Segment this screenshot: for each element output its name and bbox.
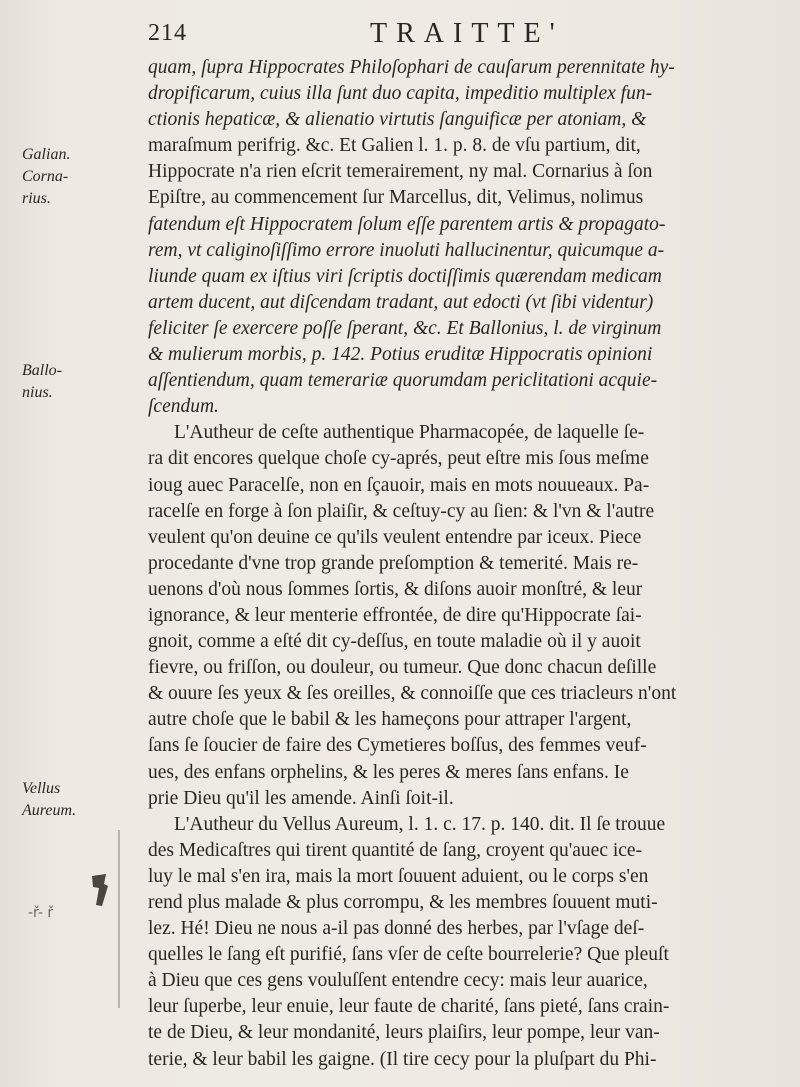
- text-line: terie, & leur babil les gaigne. (Il tire cecy pour la pluſpart du Phi-: [148, 1048, 657, 1070]
- text-line: luy le mal s'en ira, mais la mort ſouuent aduient, ou le corps s'en: [148, 865, 649, 887]
- text-line: te de Dieu, & leur mondanité, leurs plaiſirs, leur pompe, leur van-: [148, 1022, 660, 1044]
- text-line: ues, des enfans orphelins, & les peres & meres ſans enfans. Ie: [148, 761, 629, 783]
- text-line: L'Autheur de ceſte authentique Pharmacopée, de laquelle ſe-: [174, 422, 645, 444]
- margin-rule: [118, 830, 120, 1008]
- text-line: maraſmum perifrig. &c. Et Galien l. 1. p. 8. de vſu partium, dit,: [148, 135, 641, 157]
- text-line: liunde quam ex iſtius viri ſcriptis doctiſſimis quærendam medicam: [148, 265, 662, 287]
- printer-mark-icon: [84, 872, 114, 908]
- stray-ink-mark: -ř- ř: [28, 905, 54, 921]
- text-line: autre choſe que le babil & les hameçons pour attraper l'argent,: [148, 709, 632, 731]
- text-line: fatendum eſt Hippocratem ſolum eſſe parentem artis & propagato-: [148, 213, 666, 235]
- text-line: Epiſtre, au commencement ſur Marcellus, dit, Velimus, nolimus: [148, 187, 644, 209]
- text-line: Hippocrate n'a rien eſcrit temerairement, ny mal. Cornarius à ſon: [148, 161, 653, 183]
- text-line: & mulierum morbis, p. 142. Potius eruditæ Hippocratis opinioni: [148, 344, 653, 366]
- text-line: ctionis hepaticæ, & alienatio virtutis ſanguificæ per atoniam, &: [148, 109, 647, 131]
- text-line: uenons d'où nous ſommes ſortis, & diſons auoir monſtré, & leur: [148, 578, 643, 600]
- text-line: rend plus malade & plus corrompu, & les membres ſouuent muti-: [148, 892, 658, 913]
- text-line: ioug auec Paracelſe, non en ſçauoir, mais en mots nouueaux. Pa-: [148, 474, 650, 496]
- running-title: TRAITTE': [370, 18, 564, 49]
- margin-note-ballo: Ballo-: [22, 362, 62, 379]
- text-line: quam, ſupra Hippocrates Philoſophari de cauſarum perennitate hy-: [148, 57, 675, 78]
- text-line: ſans ſe ſoucier de faire des Cymetieres boſſus, des femmes veuf-: [148, 735, 647, 757]
- margin-note-vellus: Vellus: [22, 780, 61, 797]
- page-number: 214: [148, 20, 187, 46]
- text-line: aſſentiendum, quam temerariæ quorumdam periclitationi acquie-: [148, 370, 658, 392]
- text-line: leur ſuperbe, leur enuie, leur faute de charité, ſans pieté, ſans crain-: [148, 996, 670, 1018]
- margin-note-aureum: Aureum.: [22, 802, 77, 819]
- text-line: veulent qu'on deuine ce qu'ils veulent entendre par iceux. Piece: [148, 526, 642, 548]
- margin-note-corna: Corna-: [22, 168, 69, 185]
- main-text: [148, 55, 760, 1073]
- text-line: lez. Hé! Dieu ne nous a-il pas donné des herbes, par l'vſage deſ-: [148, 918, 645, 940]
- text-line: dropificarum, cuius illa ſunt duo capita, impeditio multiplex fun-: [148, 83, 653, 105]
- text-line: prie Dieu qu'il les amende. Ainſi ſoit-il.: [148, 787, 454, 809]
- margin-note-rius: rius.: [22, 190, 51, 207]
- margin-note-nius: nius.: [22, 384, 53, 401]
- text-line: ignorance, & leur menterie effrontée, de dire qu'Hippocrate ſai-: [148, 604, 642, 626]
- margin-note-galian: Galian.: [22, 146, 71, 163]
- text-line: feliciter ſe exercere poſſe ſperant, &c. Et Ballonius, l. de virginum: [148, 317, 662, 339]
- text-line: & ouure ſes yeux & ſes oreilles, & connoiſſe que ces triacleurs n'ont: [148, 683, 677, 705]
- text-line: procedante d'vne trop grande preſomption & temerité. Mais re-: [148, 552, 639, 574]
- text-line: gnoit, comme a eſté dit cy-deſſus, en toute maladie où il y auoit: [148, 631, 641, 653]
- text-line: racelſe en forge à ſon plaiſir, & ceſtuy-cy au ſien: & l'vn & l'autre: [148, 500, 655, 522]
- text-line: ra dit encores quelque choſe cy-aprés, peut eſtre mis ſous meſme: [148, 448, 649, 470]
- text-line: rem, vt caliginoſiſſimo errore inuoluti hallucinentur, quicumque a-: [148, 239, 665, 261]
- text-line: artem ducent, aut diſcendam tradant, aut edocti (vt ſibi videntur): [148, 291, 654, 313]
- text-line: fievre, ou friſſon, ou douleur, ou tumeur. Que donc chacun deſille: [148, 657, 657, 679]
- text-line: L'Autheur du Vellus Aureum, l. 1. c. 17. p. 140. dit. Il ſe trouue: [174, 813, 666, 835]
- page-header: [148, 18, 708, 52]
- text-line: quelles le ſang eſt purifié, ſans vſer de ceſte bourrelerie? Que pleuſt: [148, 944, 669, 966]
- text-line: ſcendum.: [148, 396, 219, 418]
- text-line: des Medicaſtres qui tirent quantité de ſang, croyent qu'auec ice-: [148, 839, 643, 861]
- text-line: à Dieu que ces gens vouluſſent entendre cecy: mais leur auarice,: [148, 970, 648, 992]
